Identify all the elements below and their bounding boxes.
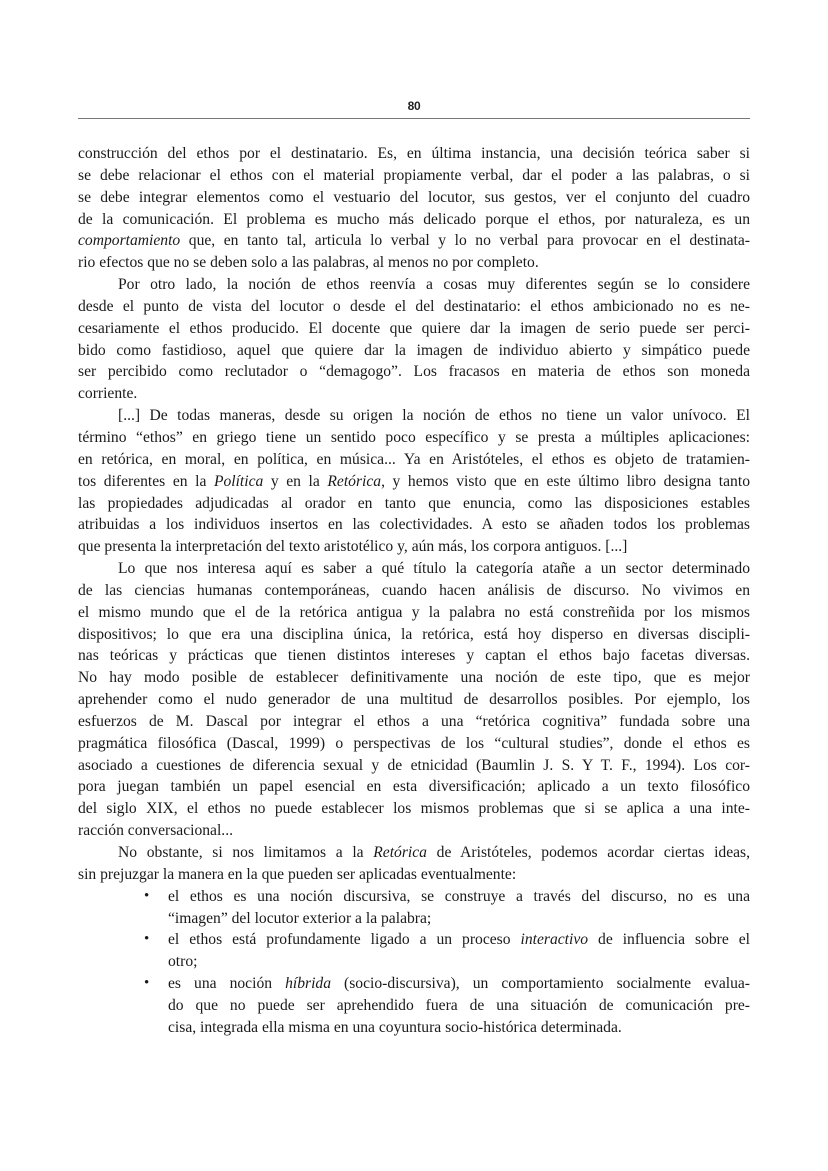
text-line [78, 274, 750, 296]
text-line [78, 209, 750, 231]
text-line [78, 536, 750, 558]
text-segment: Lo que nos interesa aquí es saber a qué título la categoría atañe a un sector determinado [118, 560, 750, 578]
text-segment: del siglo XIX, el ethos no puede establecer los mismos problemas que si se aplica a una inte- [78, 800, 750, 818]
text-segment: tos diferentes en la [78, 472, 214, 490]
text-segment: en retórica, en moral, en política, en música... Ya en Aristóteles, el ethos es objeto de tratamien- [78, 450, 750, 468]
text-segment: de influencia sobre el [588, 931, 751, 949]
text-line [78, 798, 750, 820]
text-segment: do que no puede ser aprehendido fuera de una situación de comunicación pre- [168, 996, 750, 1014]
text-segment: ser percibido como reclutador o “demagogo”. Los fracasos en materia de ethos son moneda [78, 363, 750, 381]
text-segment: (socio-discursiva), un comportamiento socialmente evalua- [331, 975, 750, 993]
bullet-icon: • [144, 931, 150, 948]
paragraph [78, 274, 750, 405]
italic-text: Retórica [327, 472, 382, 490]
text-segment: sin prejuzgar la manera en la que pueden ser aplicadas eventualmente: [78, 865, 517, 883]
text-segment: [...] De todas maneras, desde su origen la noción de ethos no tiene un valor unívoco. El [118, 407, 750, 425]
text-segment: cesariamente el ethos producido. El docente que quiere dar la imagen de serio puede ser perci- [78, 319, 750, 337]
paragraph [78, 842, 750, 886]
text-segment: esfuerzos de M. Dascal por integrar el ethos a una “retórica cognitiva” fundada sobre una [78, 712, 750, 730]
text-segment: nas teóricas y prácticas que tienen distintos intereses y captan el ethos bajo facetas diversas. [78, 647, 750, 665]
text-segment: de las ciencias humanas contemporáneas, cuando hacen análisis de discurso. No vivimos en [78, 581, 750, 599]
text-line [168, 886, 750, 908]
italic-text: Retórica [373, 844, 427, 861]
text-line [168, 995, 750, 1017]
text-segment: asociado a cuestiones de diferencia sexual y de etnicidad (Baumlin J. S. Y T. F., 1994). Los cor- [78, 756, 750, 774]
text-line [78, 602, 750, 624]
text-line [78, 580, 750, 602]
text-line [78, 383, 750, 405]
text-line [78, 820, 750, 842]
text-segment: racción conversacional... [78, 822, 233, 840]
text-line [78, 187, 750, 209]
text-segment: es una noción [168, 975, 286, 993]
text-line [168, 1017, 750, 1039]
italic-text: comportamiento [78, 232, 181, 250]
text-segment: se debe relacionar el ethos con el material propiamente verbal, dar el poder a las palabras, o si [78, 166, 750, 184]
text-line [78, 514, 750, 536]
paragraph [78, 558, 750, 842]
text-line [168, 908, 750, 930]
bullet-item [78, 929, 750, 973]
text-line [78, 427, 750, 449]
text-segment: No obstante, si nos limitamos a la [118, 844, 374, 861]
text-segment: cisa, integrada ella misma en una coyuntura socio-histórica determinada. [168, 1018, 622, 1036]
text-line [78, 318, 750, 340]
text-segment: pora juegan también un papel esencial en esta diversificación; aplicado a un texto filosófico [78, 778, 750, 796]
text-segment: otro; [168, 953, 198, 971]
text-segment: las propiedades adjudicadas al orador en tanto que enuncia, como las disposiciones estables [78, 494, 750, 512]
text-line [78, 864, 750, 886]
bullet-icon: • [144, 975, 150, 992]
text-line [78, 842, 750, 864]
text-segment: atribuidas a los individuos insertos en las colectividades. A esto se añaden todos los problemas [78, 516, 750, 534]
text-line [78, 296, 750, 318]
text-segment: el mismo mundo que el de la retórica antigua y la palabra no está constreñida por los mismos [78, 603, 750, 621]
bullet-icon: • [144, 887, 150, 904]
text-segment: , y hemos visto que en este último libro designa tanto [381, 472, 750, 490]
text-segment: término “ethos” en griego tiene un sentido poco específico y se presta a múltiples aplicaciones: [78, 428, 750, 446]
page-body [78, 143, 750, 1039]
text-segment: que presenta la interpretación del texto aristotélico y, aún más, los corpora antiguos. [...] [78, 538, 628, 556]
text-segment: aprehender como el nudo generador de una multitud de desarrollos posibles. Por ejemplo, los [78, 691, 750, 709]
text-line [78, 667, 750, 689]
italic-text: Política [213, 472, 264, 490]
text-line [78, 143, 750, 165]
text-segment: Por otro lado, la noción de ethos reenvía a cosas muy diferentes según se lo considere [118, 276, 750, 294]
text-segment: el ethos está profundamente ligado a un proceso [168, 931, 521, 949]
italic-text: interactivo [520, 931, 589, 949]
text-segment: que, en tanto tal, articula lo verbal y lo no verbal para provocar en el destinata- [180, 232, 750, 250]
text-line [78, 645, 750, 667]
paragraph [78, 143, 750, 274]
text-line [78, 340, 750, 362]
bullet-item [78, 886, 750, 930]
text-segment: bido como fastidioso, aquel que quiere dar la imagen de individuo abierto y simpático puede [78, 341, 750, 359]
text-segment: pragmática filosófica (Dascal, 1999) o perspectivas de los “cultural studies”, donde el ethos es [78, 734, 750, 752]
header-rule [78, 118, 750, 119]
text-line [78, 230, 750, 252]
text-line [78, 624, 750, 646]
text-segment: “imagen” del locutor exterior a la palabra; [168, 909, 432, 927]
text-line [78, 558, 750, 580]
text-line [78, 361, 750, 383]
italic-text: híbrida [285, 975, 331, 993]
paragraph [78, 405, 750, 558]
text-segment: desde el punto de vista del locutor o desde el del destinatario: el ethos ambicionado no es ne- [78, 297, 750, 315]
text-segment: corriente. [78, 385, 138, 403]
text-segment: y en la [263, 472, 328, 490]
text-line [78, 165, 750, 187]
text-line [78, 689, 750, 711]
page-number: 80 [407, 99, 421, 113]
text-line [78, 733, 750, 755]
text-segment: el ethos es una noción discursiva, se construye a través del discurso, no es una [168, 887, 750, 905]
text-line [78, 252, 750, 274]
text-segment: de la comunicación. El problema es mucho más delicado porque el ethos, por naturaleza, es un [78, 210, 750, 228]
text-line [78, 471, 750, 493]
text-segment: construcción del ethos por el destinatario. Es, en última instancia, una decisión teórica saber si [78, 145, 750, 162]
text-line [78, 776, 750, 798]
text-line [78, 493, 750, 515]
text-segment: dispositivos; lo que era una disciplina única, la retórica, está hoy disperso en diversas discipli- [78, 625, 750, 643]
text-line [78, 711, 750, 733]
text-line [168, 929, 750, 951]
text-segment: se debe integrar elementos como el vestuario del locutor, sus gestos, ver el conjunto del cuadro [78, 188, 750, 206]
text-segment: de Aristóteles, podemos acordar ciertas ideas, [426, 844, 751, 861]
text-line [168, 951, 750, 973]
text-segment: rio efectos que no se deben solo a las palabras, al menos no por completo. [78, 254, 539, 272]
text-line [78, 755, 750, 777]
text-line [168, 973, 750, 995]
text-line [78, 405, 750, 427]
text-line [78, 449, 750, 471]
text-segment: No hay modo posible de establecer definitivamente una noción de este tipo, que es mejor [78, 669, 750, 687]
bullet-item [78, 973, 750, 1039]
